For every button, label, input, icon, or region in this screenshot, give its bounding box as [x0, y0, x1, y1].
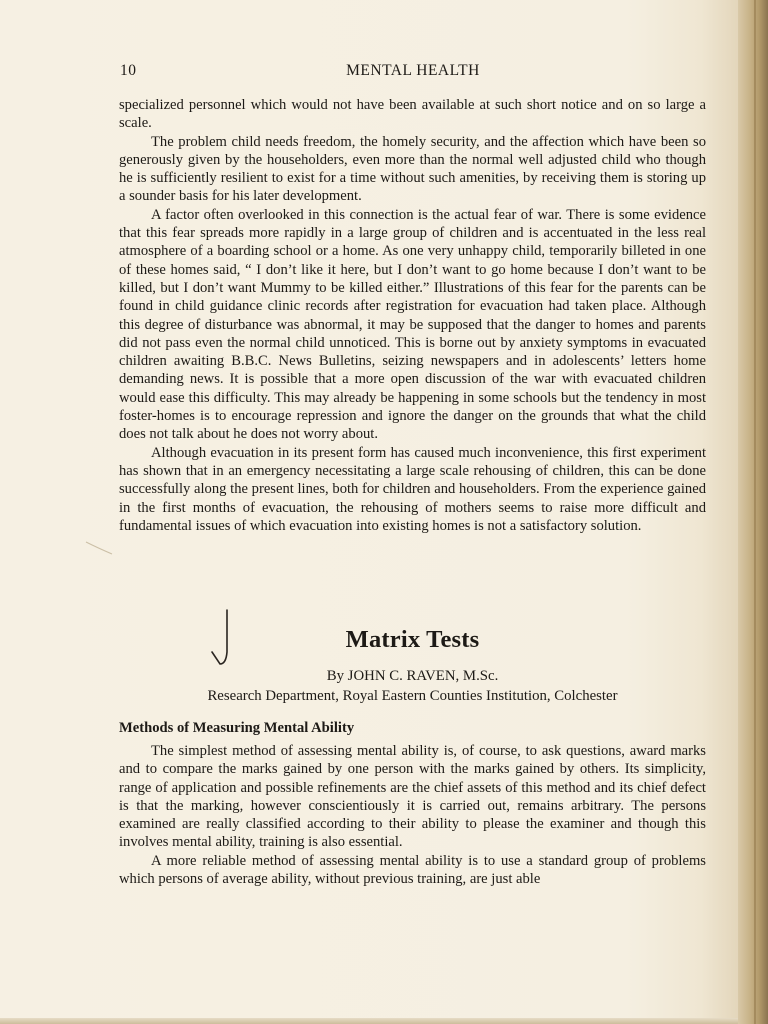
pencil-stroke-mark [84, 538, 114, 558]
paragraph-conclusion: Although evacuation in its present form has caused much inconvenience, this first experiment has shown that in an emergency necessitating a large scale rehousing of children, this can be done successfully along the present lines, both for children and householders. From the experience gained in the first months of evacuation, the rehousing of mothers seems to raise more difficult and fundamental issues of which evacuation into existing homes is not a satisfactory solution. [119, 444, 706, 534]
page-number: 10 [120, 62, 137, 79]
paragraph-reliable-method: A more reliable method of assessing mental ability is to use a standard group of problems which persons of average ability, without previous training, are just able [119, 852, 706, 888]
article-byline: By JOHN C. RAVEN, M.Sc. [326, 668, 499, 684]
article-body-text [119, 742, 706, 888]
section-heading: Methods of Measuring Mental Ability [119, 720, 355, 736]
page-stack-edge [754, 0, 756, 1024]
author-affiliation: Research Department, Royal Eastern Counties Institution, Colchester [207, 688, 618, 704]
paragraph-continued: specialized personnel which would not have been available at such short notice and on so large a scale. [119, 97, 706, 132]
journal-title: MENTAL HEALTH [346, 62, 480, 79]
book-spine-gutter [738, 0, 768, 1024]
page-bottom-edge [0, 1018, 738, 1024]
paragraph-fear-of-war: A factor often overlooked in this connection is the actual fear of war. There is some evidence that this fear spreads more rapidly in a large group of children and is accentuated in the less real atmosphere of a boarding school or a home. As one very unhappy child, temporarily billeted in one of these homes said, “ I don’t like it here, but I don’t want to go home because I don’t want to be killed, but I don’t want Mummy to be killed either.” Illustrations of this fear for the parents can be found in child guidance clinic records after registration for evacuation had taken place. Although this degree of disturbance was abnormal, it may be supposed that the danger to homes and parents did not pass even the normal child unnoticed. This is borne out by anxiety symptoms in evacuated children awaiting B.B.C. News Bulletins, seizing newspapers and in adolescents’ letters home demanding news. It is possible that a more open discussion of the war with evacuated children would ease this difficulty. This may already be happening in some schools but the tendency in most foster-homes is to encourage repression and ignore the danger on the grounds that what the child does not talk about he does not worry about. [119, 206, 706, 443]
continued-article-text [119, 96, 706, 535]
article-title: Matrix Tests [345, 626, 480, 653]
paragraph-problem-child: The problem child needs freedom, the homely security, and the affection which have been so generously given by the householders, even more than the normal well adjusted child who though he is sufficiently resilient to exist for a time without such amenities, by receiving them is storing up a sounder basis for his later development. [119, 133, 706, 205]
paragraph-simplest-method: The simplest method of assessing mental ability is, of course, to ask questions, award marks and to compare the marks gained by one person with the marks gained by others. Its simplicity, range of application and possible refinements are the chief assets of this method and its chief defect is that the marking, however conscientiously it is carried out, remains arbitrary. The persons examined are really classified according to their ability to please the examiner and though this involves mental ability, training is also essential. [119, 743, 706, 851]
running-head [120, 62, 706, 82]
